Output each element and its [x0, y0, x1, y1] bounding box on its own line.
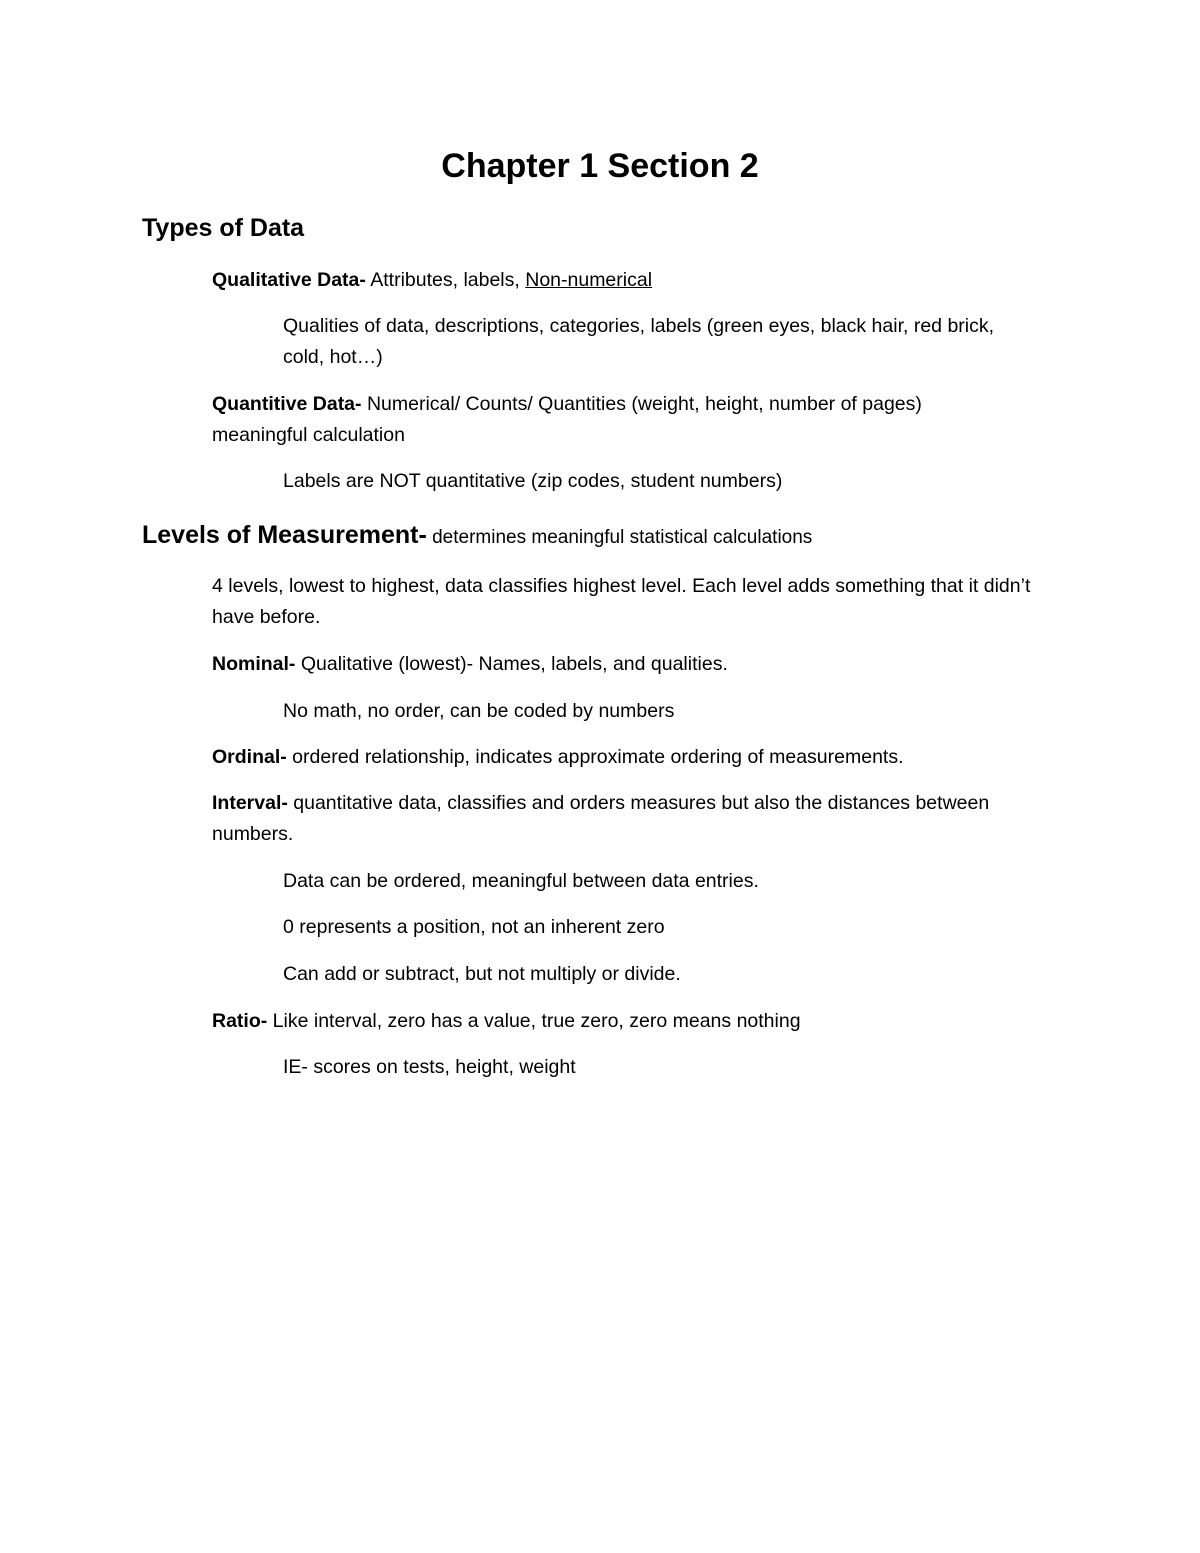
levels-of-measurement-desc: determines meaningful statistical calculations: [426, 527, 813, 548]
page-title: Chapter 1 Section 2: [441, 147, 759, 185]
qualitative-data-text: Attributes, labels,: [365, 269, 526, 291]
ratio-detail: IE- scores on tests, height, weight: [283, 1056, 576, 1078]
interval-detail-3: Can add or subtract, but not multiply or divide.: [283, 963, 681, 985]
quantitative-data-text: Numerical/ Counts/ Quantities (weight, height, number of pages) meaningful calculation: [212, 393, 922, 446]
interval-detail-2: 0 represents a position, not an inherent zero: [283, 916, 665, 938]
quantitative-data-detail: Labels are NOT quantitative (zip codes, student numbers): [283, 470, 783, 492]
quantitative-data-term: Quantitive Data-: [212, 393, 362, 415]
qualitative-data-paragraph: [212, 265, 1062, 296]
nominal-detail: No math, no order, can be coded by numbers: [283, 700, 675, 722]
ordinal-text: ordered relationship, indicates approximate ordering of measurements.: [286, 746, 904, 768]
ordinal-term: Ordinal-: [212, 746, 287, 768]
levels-intro-paragraph: 4 levels, lowest to highest, data classifies highest level. Each level adds something that it didn’t have before.: [212, 575, 1031, 628]
non-numerical-underlined: Non-numerical: [525, 269, 653, 291]
ratio-paragraph: [212, 1006, 1062, 1037]
interval-term: Interval-: [212, 792, 288, 814]
interval-text: quantitative data, classifies and orders measures but also the distances between numbers.: [212, 792, 990, 845]
types-of-data-heading: Types of Data: [142, 214, 305, 242]
levels-of-measurement-heading: [142, 519, 812, 554]
levels-of-measurement-title: Levels of Measurement-: [142, 521, 427, 549]
interval-detail-1: Data can be ordered, meaningful between data entries.: [283, 870, 759, 892]
nominal-term: Nominal-: [212, 653, 296, 675]
interval-paragraph: [212, 788, 1002, 850]
quantitative-data-paragraph: [212, 389, 1012, 451]
qualitative-data-detail: Qualities of data, descriptions, categories, labels (green eyes, black hair, red brick, cold, hot…): [283, 315, 995, 368]
ordinal-paragraph: [212, 742, 1062, 773]
nominal-text: Qualitative (lowest)- Names, labels, and qualities.: [295, 653, 728, 675]
ratio-term: Ratio-: [212, 1010, 268, 1032]
nominal-paragraph: [212, 649, 1062, 680]
ratio-text: Like interval, zero has a value, true zero, zero means nothing: [267, 1010, 801, 1032]
qualitative-data-term: Qualitative Data-: [212, 269, 366, 291]
